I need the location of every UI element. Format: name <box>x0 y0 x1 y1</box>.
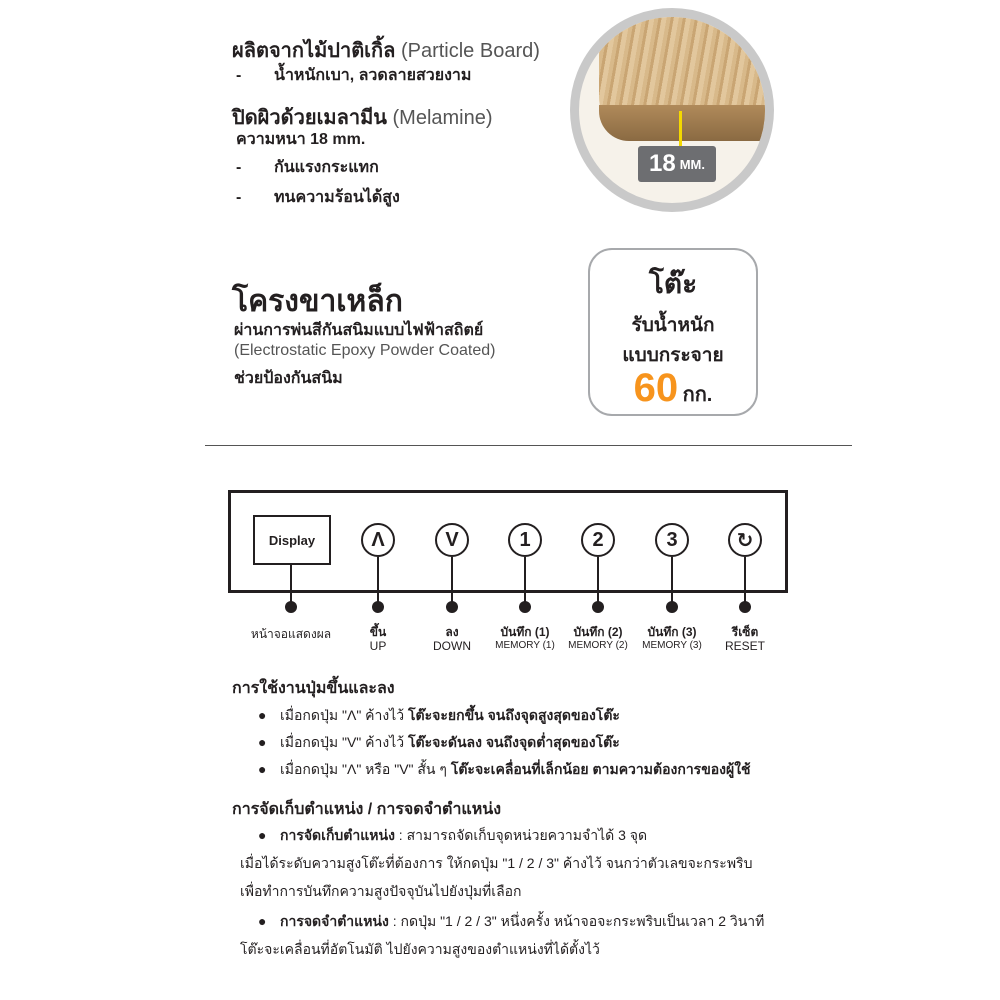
leader-line <box>744 557 746 605</box>
badge-unit: MM. <box>679 156 705 172</box>
label-en: UP <box>369 639 387 653</box>
leader-line <box>524 557 526 605</box>
usage-text: เมื่อกดปุ่ม "V" ค้างไว้ <box>280 734 409 750</box>
frame-line1: ผ่านการพ่นสีกันสนิมแบบไฟฟ้าสถิตย์ <box>234 322 484 339</box>
memory-title: การจัดเก็บตำแหน่ง / การจดจำตำแหน่ง <box>232 801 502 818</box>
thickness-arrow-icon <box>679 111 682 147</box>
thickness-badge <box>638 146 716 182</box>
label-th: บันทึก (3) <box>647 625 697 639</box>
coat-point <box>236 155 379 180</box>
board-title-en: (Particle Board) <box>400 40 540 62</box>
label-th: รีเซ็ต <box>731 625 759 639</box>
divider <box>205 445 852 446</box>
board-title-th: ผลิตจากไม้ปาติเกิ้ล <box>232 40 396 62</box>
leader-dot <box>372 601 384 613</box>
display-screen: Display <box>253 515 331 565</box>
leader-dot <box>739 601 751 613</box>
label-en: MEMORY (2) <box>568 640 628 651</box>
leader-dot <box>285 601 297 613</box>
leader-line <box>451 557 453 605</box>
dash: - <box>236 159 242 176</box>
dash: - <box>236 67 242 84</box>
label-en: MEMORY (3) <box>642 640 702 651</box>
usage-bold: โต๊ะจะเคลื่อนที่เล็กน้อย ตามความต้องการของผู้ใช้ <box>450 761 751 777</box>
coat-point <box>236 185 400 210</box>
thickness-text: ความหนา 18 mm. <box>236 131 366 148</box>
leader-dot <box>519 601 531 613</box>
coat-title-th: ปิดผิวด้วยเมลามีน <box>232 107 387 129</box>
label-en: MEMORY (1) <box>495 640 555 651</box>
frame-line2: (Electrostatic Epoxy Powder Coated) <box>234 342 496 359</box>
point-text: กันแรงกระแทก <box>274 159 379 176</box>
leader-dot <box>666 601 678 613</box>
label-th: บันทึก (2) <box>573 625 623 639</box>
recall-label: การจดจำตำแหน่ง <box>280 913 389 929</box>
reset-label <box>700 625 790 653</box>
board-title <box>232 34 540 66</box>
recall-text: : กดปุ่ม "1 / 2 / 3" หนึ่งครั้ง หน้าจอจะกระพริบเป็นเวลา 2 วินาที <box>388 913 765 929</box>
memory-3-button[interactable]: 3 <box>655 523 689 557</box>
leader-line <box>290 565 292 605</box>
board-point <box>236 63 471 88</box>
usage-item: ● เมื่อกดปุ่ม "Λ" หรือ "V" สั้น ๆ โต๊ะจะเคลื่อนที่เล็กน้อย ตามความต้องการของผู้ใช้ <box>258 761 751 777</box>
leader-line <box>377 557 379 605</box>
usage-bold: โต๊ะจะดันลง จนถึงจุดต่ำสุดของโต๊ะ <box>408 734 620 750</box>
load-capacity-box <box>588 248 758 416</box>
point-text: ทนความร้อนได้สูง <box>274 189 400 206</box>
coat-title-en: (Melamine) <box>392 107 493 129</box>
label-th: ขึ้น <box>369 625 387 639</box>
usage-text: เมื่อกดปุ่ม "Λ" หรือ "V" สั้น ๆ <box>280 761 451 777</box>
board-edge <box>599 105 774 141</box>
usage-item: ● เมื่อกดปุ่ม "Λ" ค้างไว้ โต๊ะจะยกขึ้น จนถึงจุดสูงสุดของโต๊ะ <box>258 707 620 723</box>
up-button[interactable]: Λ <box>361 523 395 557</box>
recall-line2: โต๊ะจะเคลื่อนที่อัตโนมัติ ไปยังความสูงของตำแหน่งที่ได้ตั้งไว้ <box>240 941 600 957</box>
load-line1: รับน้ำหนัก <box>631 315 715 336</box>
load-line2: แบบกระจาย <box>622 345 724 366</box>
label-th: บันทึก (1) <box>500 625 550 639</box>
display-label: หน้าจอแสดงผล <box>250 627 332 641</box>
dash: - <box>236 189 242 206</box>
store-label: การจัดเก็บตำแหน่ง <box>280 827 395 843</box>
leader-line <box>671 557 673 605</box>
memory-store: ● การจัดเก็บตำแหน่ง : สามารถจัดเก็บจุดหน่วยความจำได้ 3 จุด <box>258 827 648 843</box>
load-value: 60 <box>633 366 679 410</box>
usage-text: เมื่อกดปุ่ม "Λ" ค้างไว้ <box>280 707 409 723</box>
leader-dot <box>446 601 458 613</box>
frame-title: โครงขาเหล็ก <box>232 285 403 318</box>
load-unit: กก. <box>682 384 713 406</box>
leader-line <box>597 557 599 605</box>
memory-2-button[interactable]: 2 <box>581 523 615 557</box>
store-line2: เมื่อได้ระดับความสูงโต๊ะที่ต้องการ ให้กดปุ่ม "1 / 2 / 3" ค้างไว้ จนกว่าตัวเลขจะกระพริบ <box>240 855 753 871</box>
memory-recall: ● การจดจำตำแหน่ง : กดปุ่ม "1 / 2 / 3" หนึ่งครั้ง หน้าจอจะกระพริบเป็นเวลา 2 วินาที <box>258 913 765 929</box>
leader-dot <box>592 601 604 613</box>
point-text: น้ำหนักเบา, ลวดลายสวยงาม <box>274 67 472 84</box>
usage-bold: โต๊ะจะยกขึ้น จนถึงจุดสูงสุดของโต๊ะ <box>408 707 620 723</box>
reset-button[interactable]: ↻ <box>728 523 762 557</box>
frame-line3: ช่วยป้องกันสนิม <box>234 370 343 387</box>
label-th: ลง <box>445 625 459 639</box>
memory-1-button[interactable]: 1 <box>508 523 542 557</box>
label-en: DOWN <box>433 639 471 653</box>
label-en: RESET <box>724 639 765 653</box>
usage-item: ● เมื่อกดปุ่ม "V" ค้างไว้ โต๊ะจะดันลง จนถึงจุดต่ำสุดของโต๊ะ <box>258 734 620 750</box>
badge-value: 18 <box>649 150 676 177</box>
store-text: : สามารถจัดเก็บจุดหน่วยความจำได้ 3 จุด <box>394 827 648 843</box>
load-title: โต๊ะ <box>648 268 698 299</box>
down-button[interactable]: V <box>435 523 469 557</box>
store-line3: เพื่อทำการบันทึกความสูงปัจจุบันไปยังปุ่มที่เลือก <box>240 883 522 899</box>
usage-title: การใช้งานปุ่มขึ้นและลง <box>232 680 395 697</box>
